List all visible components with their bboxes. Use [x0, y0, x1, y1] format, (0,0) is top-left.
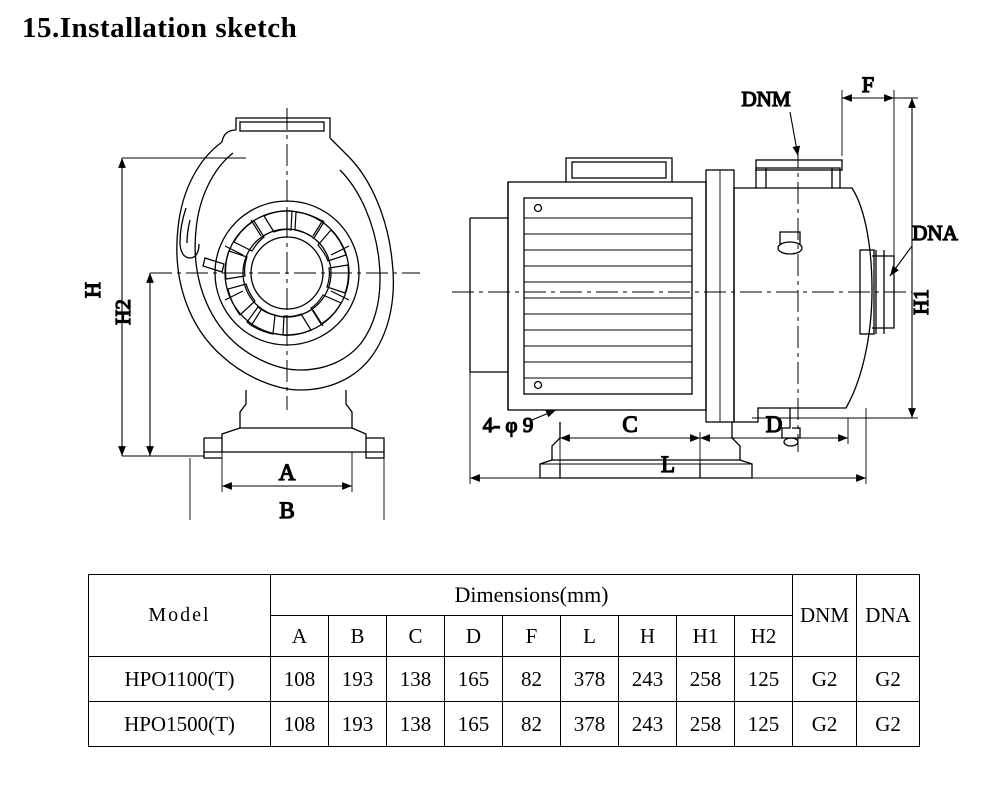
svg-text:DNA: DNA — [912, 221, 958, 245]
row-value-h2: 125 — [735, 657, 793, 702]
row-value-f: 82 — [503, 702, 561, 747]
svg-text:H2: H2 — [111, 299, 135, 325]
header-dna: DNA — [857, 575, 920, 657]
row-model: HPO1500(T) — [89, 702, 271, 747]
header-col-a: A — [271, 616, 329, 657]
header-col-f: F — [503, 616, 561, 657]
row-model: HPO1100(T) — [89, 657, 271, 702]
svg-text:C: C — [622, 412, 638, 437]
svg-text:B: B — [279, 498, 295, 520]
svg-text:H1: H1 — [909, 289, 933, 315]
header-col-d: D — [445, 616, 503, 657]
row-value-h1: 258 — [677, 657, 735, 702]
page-title: 15.Installation sketch — [22, 12, 298, 44]
row-value-b: 193 — [329, 657, 387, 702]
table-row — [89, 657, 920, 702]
header-dnm: DNM — [793, 575, 857, 657]
header-col-c: C — [387, 616, 445, 657]
row-value-c: 138 — [387, 702, 445, 747]
svg-text:A: A — [278, 460, 296, 485]
header-dimensions: Dimensions(mm) — [271, 575, 793, 616]
svg-text:DNM: DNM — [741, 87, 791, 111]
row-value-dna: G2 — [857, 657, 920, 702]
row-value-h2: 125 — [735, 702, 793, 747]
header-col-h: H — [619, 616, 677, 657]
row-value-f: 82 — [503, 657, 561, 702]
row-value-a: 108 — [271, 702, 329, 747]
header-model: Model — [89, 575, 271, 657]
svg-text:L: L — [660, 452, 676, 477]
row-value-l: 378 — [561, 702, 619, 747]
svg-text:H: H — [80, 282, 105, 298]
row-value-h: 243 — [619, 657, 677, 702]
dimensions-table — [88, 574, 911, 747]
row-value-a: 108 — [271, 657, 329, 702]
header-col-h1: H1 — [677, 616, 735, 657]
row-value-c: 138 — [387, 657, 445, 702]
row-value-d: 165 — [445, 657, 503, 702]
table-row — [89, 702, 920, 747]
row-value-b: 193 — [329, 702, 387, 747]
row-value-d: 165 — [445, 702, 503, 747]
header-col-b: B — [329, 616, 387, 657]
header-col-h2: H2 — [735, 616, 793, 657]
row-value-dnm: G2 — [793, 702, 857, 747]
svg-text:F: F — [861, 72, 875, 97]
header-col-l: L — [561, 616, 619, 657]
row-value-h1: 258 — [677, 702, 735, 747]
table-header-row-1 — [89, 575, 920, 616]
row-value-h: 243 — [619, 702, 677, 747]
row-value-l: 378 — [561, 657, 619, 702]
row-value-dnm: G2 — [793, 657, 857, 702]
installation-drawing — [0, 60, 981, 520]
svg-text:4- φ 9: 4- φ 9 — [482, 413, 534, 437]
row-value-dna: G2 — [857, 702, 920, 747]
svg-text:D: D — [765, 412, 783, 437]
